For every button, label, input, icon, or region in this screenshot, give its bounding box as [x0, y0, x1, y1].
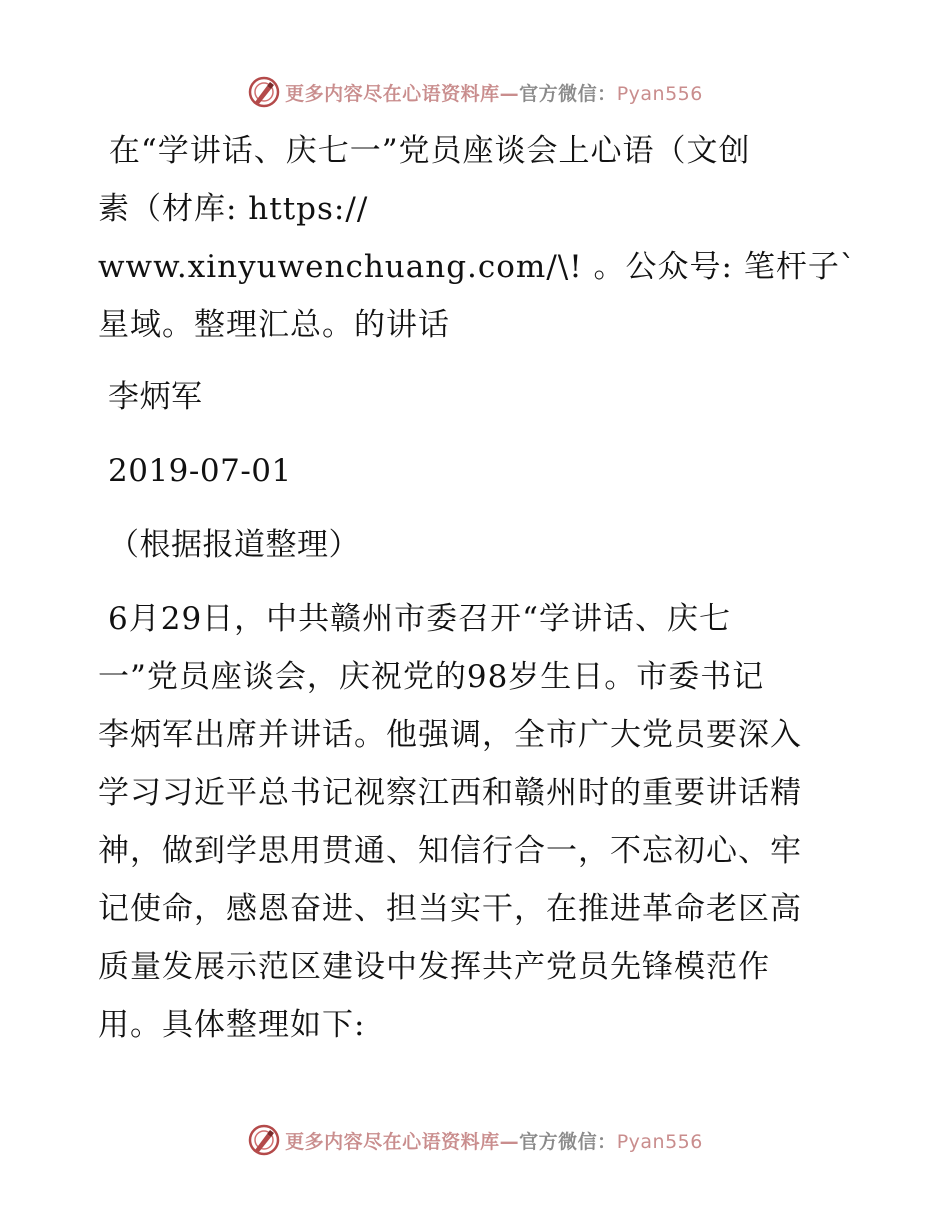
body-line-8: 用。具体整理如下:: [98, 1007, 366, 1043]
body-line-6: 记使命，感恩奋进、担当实干，在推进革命老区高: [98, 891, 802, 927]
banner-wechat-label: 官方微信：: [519, 82, 617, 105]
title-line-4: 星域。整理汇总。的讲话: [98, 307, 450, 343]
banner-separator: —: [499, 1130, 520, 1153]
banner-separator: —: [499, 82, 520, 105]
pen-circle-logo-icon: [247, 75, 281, 109]
document-body: [98, 122, 858, 1054]
source-note: （根据报道整理）: [108, 527, 360, 563]
title-line-2: 素（材库: https://: [98, 191, 369, 227]
body-line-5: 神，做到学思用贯通、知信行合一，不忘初心、牢: [98, 833, 802, 869]
body-line-2: 一”党员座谈会，庆祝党的98岁生日。市委书记: [98, 659, 765, 695]
banner-content: [247, 1123, 703, 1157]
title-line-3: www.xinyuwenchuang.com/\! 。公众号: 笔杆子`: [98, 249, 857, 285]
body-line-1: 6月29日，中共赣州市委召开“学讲话、庆七: [108, 601, 732, 637]
banner-wechat-id: Pyan556: [616, 1130, 703, 1153]
banner-content: [247, 75, 703, 109]
body-line-4: 学习习近平总书记视察江西和赣州时的重要讲话精: [98, 775, 802, 811]
body-line-7: 质量发展示范区建设中发挥共产党员先锋模范作: [98, 949, 770, 985]
footer-watermark-banner: [0, 1120, 950, 1160]
banner-site-name: 更多内容尽在心语资料库: [285, 82, 500, 105]
publish-date: 2019-07-01: [108, 453, 292, 489]
pen-circle-logo-icon: [247, 1123, 281, 1157]
author-name: 李炳军: [108, 379, 203, 415]
banner-site-name: 更多内容尽在心语资料库: [285, 1130, 500, 1153]
body-line-3: 李炳军出席并讲话。他强调，全市广大党员要深入: [98, 717, 802, 753]
title-line-1: 在“学讲话、庆七一”党员座谈会上心语（文创: [98, 133, 751, 169]
banner-wechat-label: 官方微信：: [519, 1130, 617, 1153]
banner-wechat-id: Pyan556: [616, 82, 703, 105]
header-watermark-banner: [0, 72, 950, 112]
